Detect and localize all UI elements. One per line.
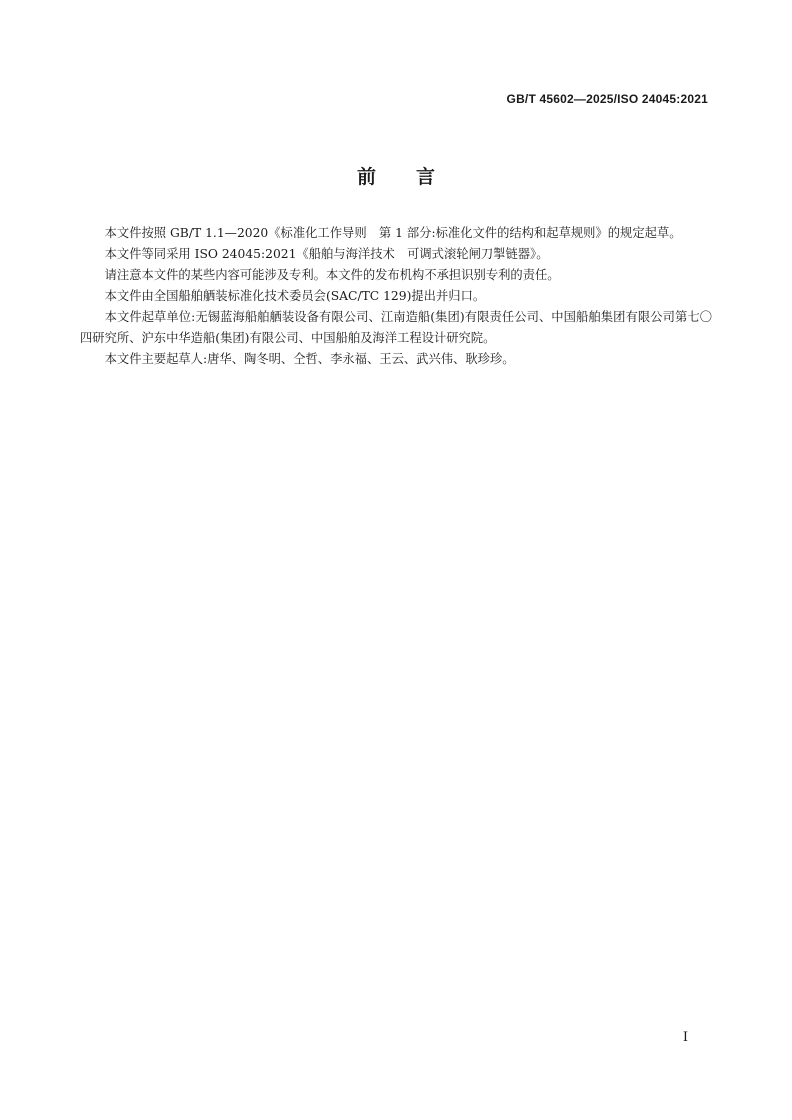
foreword-body xyxy=(80,223,712,370)
paragraph-patent-notice: 请注意本文件的某些内容可能涉及专利。本文件的发布机构不承担识别专利的责任。 xyxy=(104,268,560,282)
title-char-1: 前 xyxy=(356,166,376,188)
page-number: I xyxy=(682,1030,688,1045)
page-title xyxy=(0,162,792,189)
paragraph-drafting-units: 本文件起草单位:无锡蓝海船舶舾装设备有限公司、江南造船(集团)有限责任公司、中国船舶集团有限公司第七〇四研究所、沪东中华造船(集团)有限公司、中国船舶及海洋工程设计研究院。 xyxy=(80,310,712,345)
paragraph-adoption: 本文件等同采用 ISO 24045:2021《船舶与海洋技术 可调式滚轮闸刀掣链器》。 xyxy=(104,247,549,261)
paragraph-drafting-rules: 本文件按照 GB/T 1.1—2020《标准化工作导则 第 1 部分:标准化文件的结构和起草规则》的规定起草。 xyxy=(104,226,682,240)
title-char-2: 言 xyxy=(416,166,436,188)
paragraph-proposer: 本文件由全国船舶舾装标准化技术委员会(SAC/TC 129)提出并归口。 xyxy=(104,289,486,303)
standard-number-header: GB/T 45602—2025/ISO 24045:2021 xyxy=(506,92,708,106)
paragraph-drafters: 本文件主要起草人:唐华、陶冬明、仝哲、李永福、王云、武兴伟、耿珍珍。 xyxy=(104,352,515,366)
